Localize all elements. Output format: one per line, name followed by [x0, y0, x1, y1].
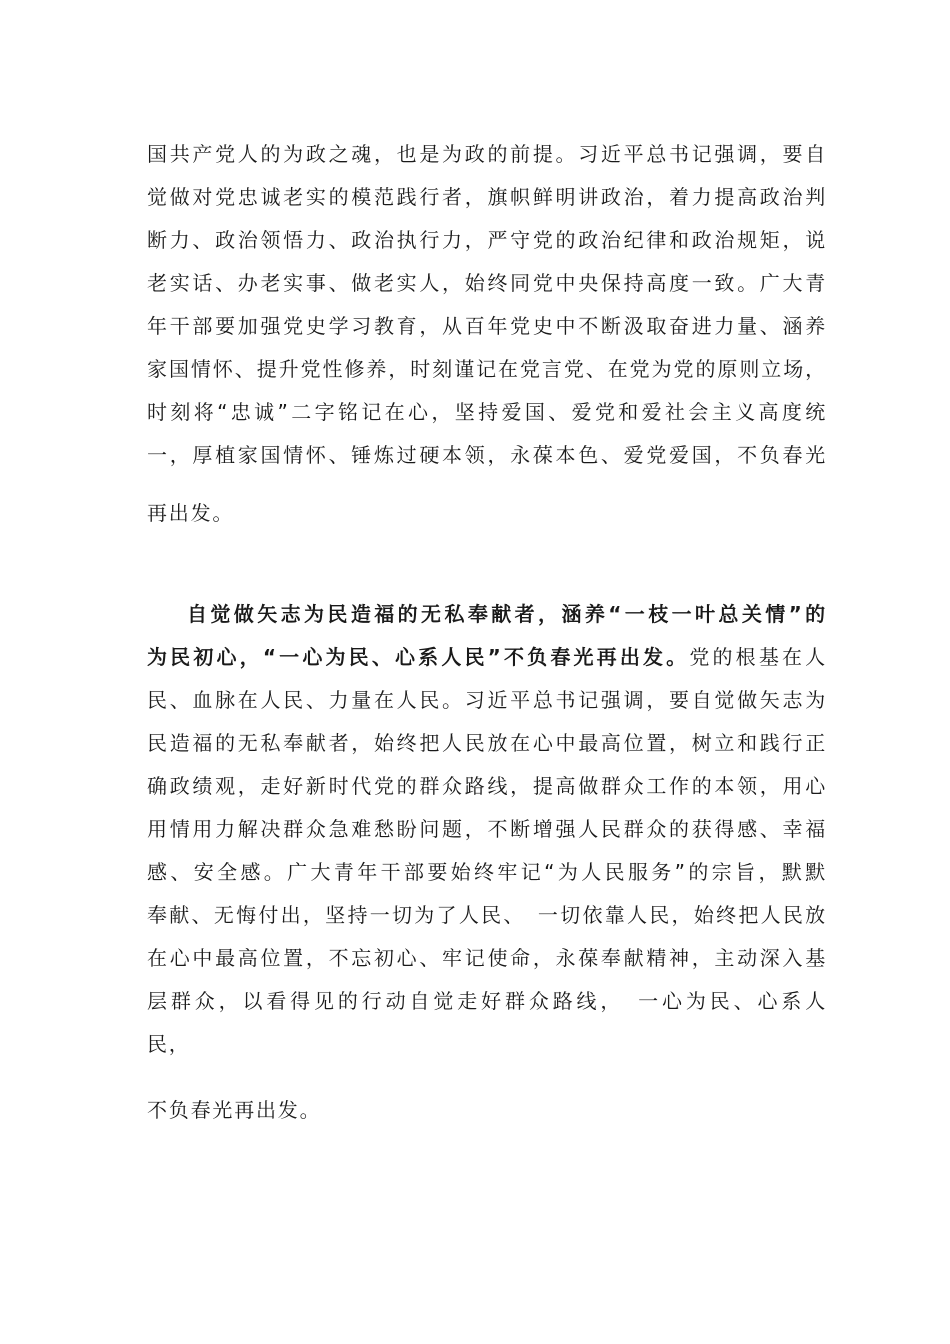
paragraph-1-line-9: 再出发。 — [147, 501, 235, 525]
paragraph-2-line-9: 民， — [147, 1032, 191, 1056]
paragraph-2-heading-line-2 — [147, 640, 827, 674]
paragraph-2-line-5: 感、安全感。广大青年干部要始终牢记“为人民服务”的宗旨，默默 — [147, 860, 827, 884]
paragraph-2-line-4: 用情用力解决群众急难愁盼问题，不断增强人民群众的获得感、幸福 — [147, 817, 827, 841]
paragraph-2-line-2: 民造福的无私奉献者，始终把人民放在心中最高位置，树立和践行正 — [147, 731, 827, 755]
paragraph-1-line-7: 时刻将“忠诚”二字铭记在心，坚持爱国、爱党和爱社会主义高度统 — [147, 400, 827, 424]
paragraph-2-line-1: 民、血脉在人民、力量在人民。习近平总书记强调，要自觉做矢志为 — [147, 688, 827, 712]
paragraph-1-line-6: 家国情怀、提升党性修养，时刻谨记在党言党、在党为党的原则立场， — [147, 357, 827, 381]
paragraph-2-heading-bold: 为民初心，“一心为民、心系人民”不负春光再出发。 — [147, 645, 690, 669]
paragraph-1-line-4: 老实话、办老实事、做老实人，始终同党中央保持高度一致。广大青 — [147, 271, 827, 295]
paragraph-1-line-2: 觉做对党忠诚老实的模范践行者，旗帜鲜明讲政治，着力提高政治判 — [147, 185, 827, 209]
paragraph-2-line-6: 奉献、无悔付出，坚持一切为了人民、 一切依靠人民，始终把人民放 — [147, 903, 827, 927]
paragraph-2-line-8: 层群众，以看得见的行动自觉走好群众路线， 一心为民、心系人 — [147, 989, 827, 1013]
paragraph-1-line-8: 一，厚植家国情怀、锤炼过硬本领，永葆本色、爱党爱国，不负春光 — [147, 443, 827, 467]
paragraph-1-line-1: 国共产党人的为政之魂，也是为政的前提。习近平总书记强调，要自 — [147, 142, 827, 166]
paragraph-1-line-3: 断力、政治领悟力、政治执行力，严守党的政治纪律和政治规矩，说 — [147, 228, 827, 252]
paragraph-2-line-3: 确政绩观，走好新时代党的群众路线，提高做群众工作的本领，用心 — [147, 774, 827, 798]
paragraph-1-line-5: 年干部要加强党史学习教育，从百年党史中不断汲取奋进力量、涵养 — [147, 314, 827, 338]
paragraph-2-heading-line-1: 自觉做矢志为民造福的无私奉献者，涵养“一枝一叶总关情”的 — [187, 602, 827, 626]
paragraph-2-line-7: 在心中最高位置，不忘初心、牢记使命，永葆奉献精神，主动深入基 — [147, 946, 827, 970]
paragraph-2-heading-rest: 党的根基在人 — [689, 645, 827, 669]
paragraph-2-closing-line: 不负春光再出发。 — [147, 1098, 322, 1122]
